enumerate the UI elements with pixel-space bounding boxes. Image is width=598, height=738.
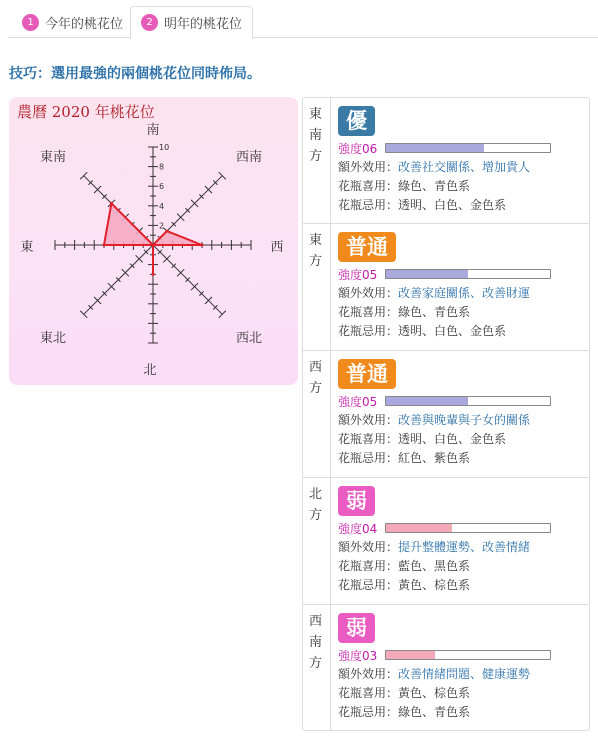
direction-label: 西方: [309, 360, 323, 396]
rating-badge: 弱: [338, 486, 375, 516]
radar-data-point: [201, 244, 204, 247]
radar-data-point: [110, 202, 113, 205]
vase-like-line: [338, 303, 584, 322]
direction-cell: [303, 605, 331, 731]
strength-meter: [385, 269, 551, 279]
strength-meter: [385, 396, 551, 406]
vase-avoid-value: 透明、白色、金色系: [398, 324, 507, 338]
direction-table: [302, 97, 590, 731]
radar-data-point: [103, 244, 106, 247]
strength-line: [338, 139, 584, 158]
strength-label: 強度05: [338, 268, 378, 282]
extra-effect-link[interactable]: 改善社交關係、增加貴人: [398, 160, 531, 174]
tip-text: 技巧：選用最強的兩個桃花位同時佈局。: [9, 66, 261, 82]
direction-row: [303, 478, 589, 605]
vase-avoid-label: 花瓶忌用：: [338, 705, 399, 719]
vase-avoid-label: 花瓶忌用：: [338, 451, 399, 465]
extra-effect-link[interactable]: 提升整體運勢、改善情緒: [398, 540, 531, 554]
vase-like-line: [338, 557, 584, 576]
tab-number-badge: 1: [22, 14, 39, 31]
direction-label: 西南方: [309, 614, 323, 671]
vase-like-line: [338, 430, 584, 449]
direction-row: [303, 605, 589, 731]
radar-chart: [9, 97, 298, 385]
vase-like-line: [338, 177, 584, 196]
strength-line: [338, 519, 584, 538]
strength-meter-fill: [386, 651, 435, 659]
tab-this-year[interactable]: [12, 6, 133, 38]
extra-effect-label: 額外效用：: [338, 160, 399, 174]
strength-meter-fill: [386, 524, 452, 532]
strength-meter: [385, 143, 551, 153]
extra-effect-label: 額外效用：: [338, 667, 399, 681]
extra-effect-label: 額外效用：: [338, 286, 399, 300]
vase-like-label: 花瓶喜用：: [338, 432, 399, 446]
strength-meter: [385, 523, 551, 533]
direction-details: [338, 486, 584, 595]
strength-meter: [385, 650, 551, 660]
vase-avoid-value: 紅色、紫色系: [398, 451, 471, 465]
tab-number-badge: 2: [141, 14, 158, 31]
extra-effect-link[interactable]: 改善家庭關係、改善財運: [398, 286, 531, 300]
vase-like-value: 藍色、黑色系: [398, 559, 471, 573]
radar-scale-label: 6: [159, 182, 165, 192]
direction-cell: [303, 478, 331, 604]
radar-direction-label: 西南: [235, 150, 263, 165]
strength-label: 強度03: [338, 649, 378, 663]
direction-row: [303, 98, 589, 224]
strength-line: [338, 392, 584, 411]
strength-line: [338, 646, 584, 665]
direction-details: [338, 232, 584, 341]
strength-meter-fill: [386, 397, 468, 405]
vase-like-value: 綠色、青色系: [398, 305, 471, 319]
extra-effect-line: [338, 284, 584, 303]
vase-like-label: 花瓶喜用：: [338, 305, 399, 319]
vase-avoid-line: [338, 576, 584, 595]
radar-direction-label: 南: [146, 123, 160, 138]
radar-direction-label: 西北: [235, 331, 263, 346]
chart-title: 農曆 2020 年桃花位: [17, 103, 155, 121]
strength-meter-fill: [386, 144, 484, 152]
extra-effect-line: [338, 158, 584, 177]
vase-avoid-line: [338, 703, 584, 722]
vase-avoid-line: [338, 322, 584, 341]
direction-label: 東方: [309, 233, 323, 269]
radar-data-point: [152, 273, 155, 276]
radar-direction-label: 東南: [39, 150, 67, 165]
strength-meter-fill: [386, 270, 468, 278]
direction-label: 北方: [309, 487, 323, 523]
extra-effect-line: [338, 411, 584, 430]
tab-next-year[interactable]: [130, 6, 253, 39]
extra-effect-line: [338, 665, 584, 684]
vase-avoid-value: 透明、白色、金色系: [398, 198, 507, 212]
radar-scale-label: 4: [159, 201, 165, 211]
extra-effect-line: [338, 538, 584, 557]
vase-like-value: 透明、白色、金色系: [398, 432, 507, 446]
extra-effect-link[interactable]: 改善情緒問題、健康運勢: [398, 667, 531, 681]
radar-direction-label: 東: [20, 240, 34, 255]
direction-cell: [303, 351, 331, 477]
direction-details: [338, 359, 584, 468]
radar-data-point: [152, 244, 155, 247]
radar-scale-label: 8: [159, 162, 165, 172]
extra-effect-label: 額外效用：: [338, 413, 399, 427]
rating-badge: 普通: [338, 232, 396, 262]
vase-avoid-value: 綠色、青色系: [398, 705, 471, 719]
rating-badge: 弱: [338, 613, 375, 643]
vase-avoid-label: 花瓶忌用：: [338, 578, 399, 592]
strength-label: 強度05: [338, 395, 378, 409]
extra-effect-link[interactable]: 改善與晚輩與子女的關係: [398, 413, 531, 427]
vase-like-value: 綠色、青色系: [398, 179, 471, 193]
direction-cell: [303, 224, 331, 350]
direction-details: [338, 106, 584, 215]
tab-label: 今年的桃花位: [45, 16, 124, 32]
tab-label: 明年的桃花位: [164, 17, 243, 32]
vase-like-line: [338, 684, 584, 703]
radar-data-point: [165, 230, 168, 233]
vase-avoid-line: [338, 449, 584, 468]
radar-scale-label: 10: [159, 143, 170, 152]
tab-bar: [8, 6, 598, 38]
radar-scale-label: 2: [159, 221, 165, 231]
strength-line: [338, 265, 584, 284]
rating-badge: 普通: [338, 359, 396, 389]
vase-like-label: 花瓶喜用：: [338, 559, 399, 573]
vase-avoid-value: 黃色、棕色系: [398, 578, 471, 592]
direction-row: [303, 224, 589, 351]
vase-like-label: 花瓶喜用：: [338, 179, 399, 193]
strength-label: 強度06: [338, 142, 378, 156]
radar-chart-panel: [9, 97, 298, 385]
vase-avoid-label: 花瓶忌用：: [338, 324, 399, 338]
vase-like-label: 花瓶喜用：: [338, 686, 399, 700]
extra-effect-label: 額外效用：: [338, 540, 399, 554]
strength-label: 強度04: [338, 522, 378, 536]
radar-direction-label: 東北: [39, 331, 67, 346]
radar-direction-label: 北: [143, 363, 157, 378]
vase-like-value: 黃色、棕色系: [398, 686, 471, 700]
direction-label: 東南方: [309, 107, 323, 164]
direction-row: [303, 351, 589, 478]
direction-cell: [303, 98, 331, 223]
rating-badge: 優: [338, 106, 375, 136]
vase-avoid-line: [338, 196, 584, 215]
radar-direction-label: 西: [270, 240, 284, 255]
vase-avoid-label: 花瓶忌用：: [338, 198, 399, 212]
direction-details: [338, 613, 584, 722]
